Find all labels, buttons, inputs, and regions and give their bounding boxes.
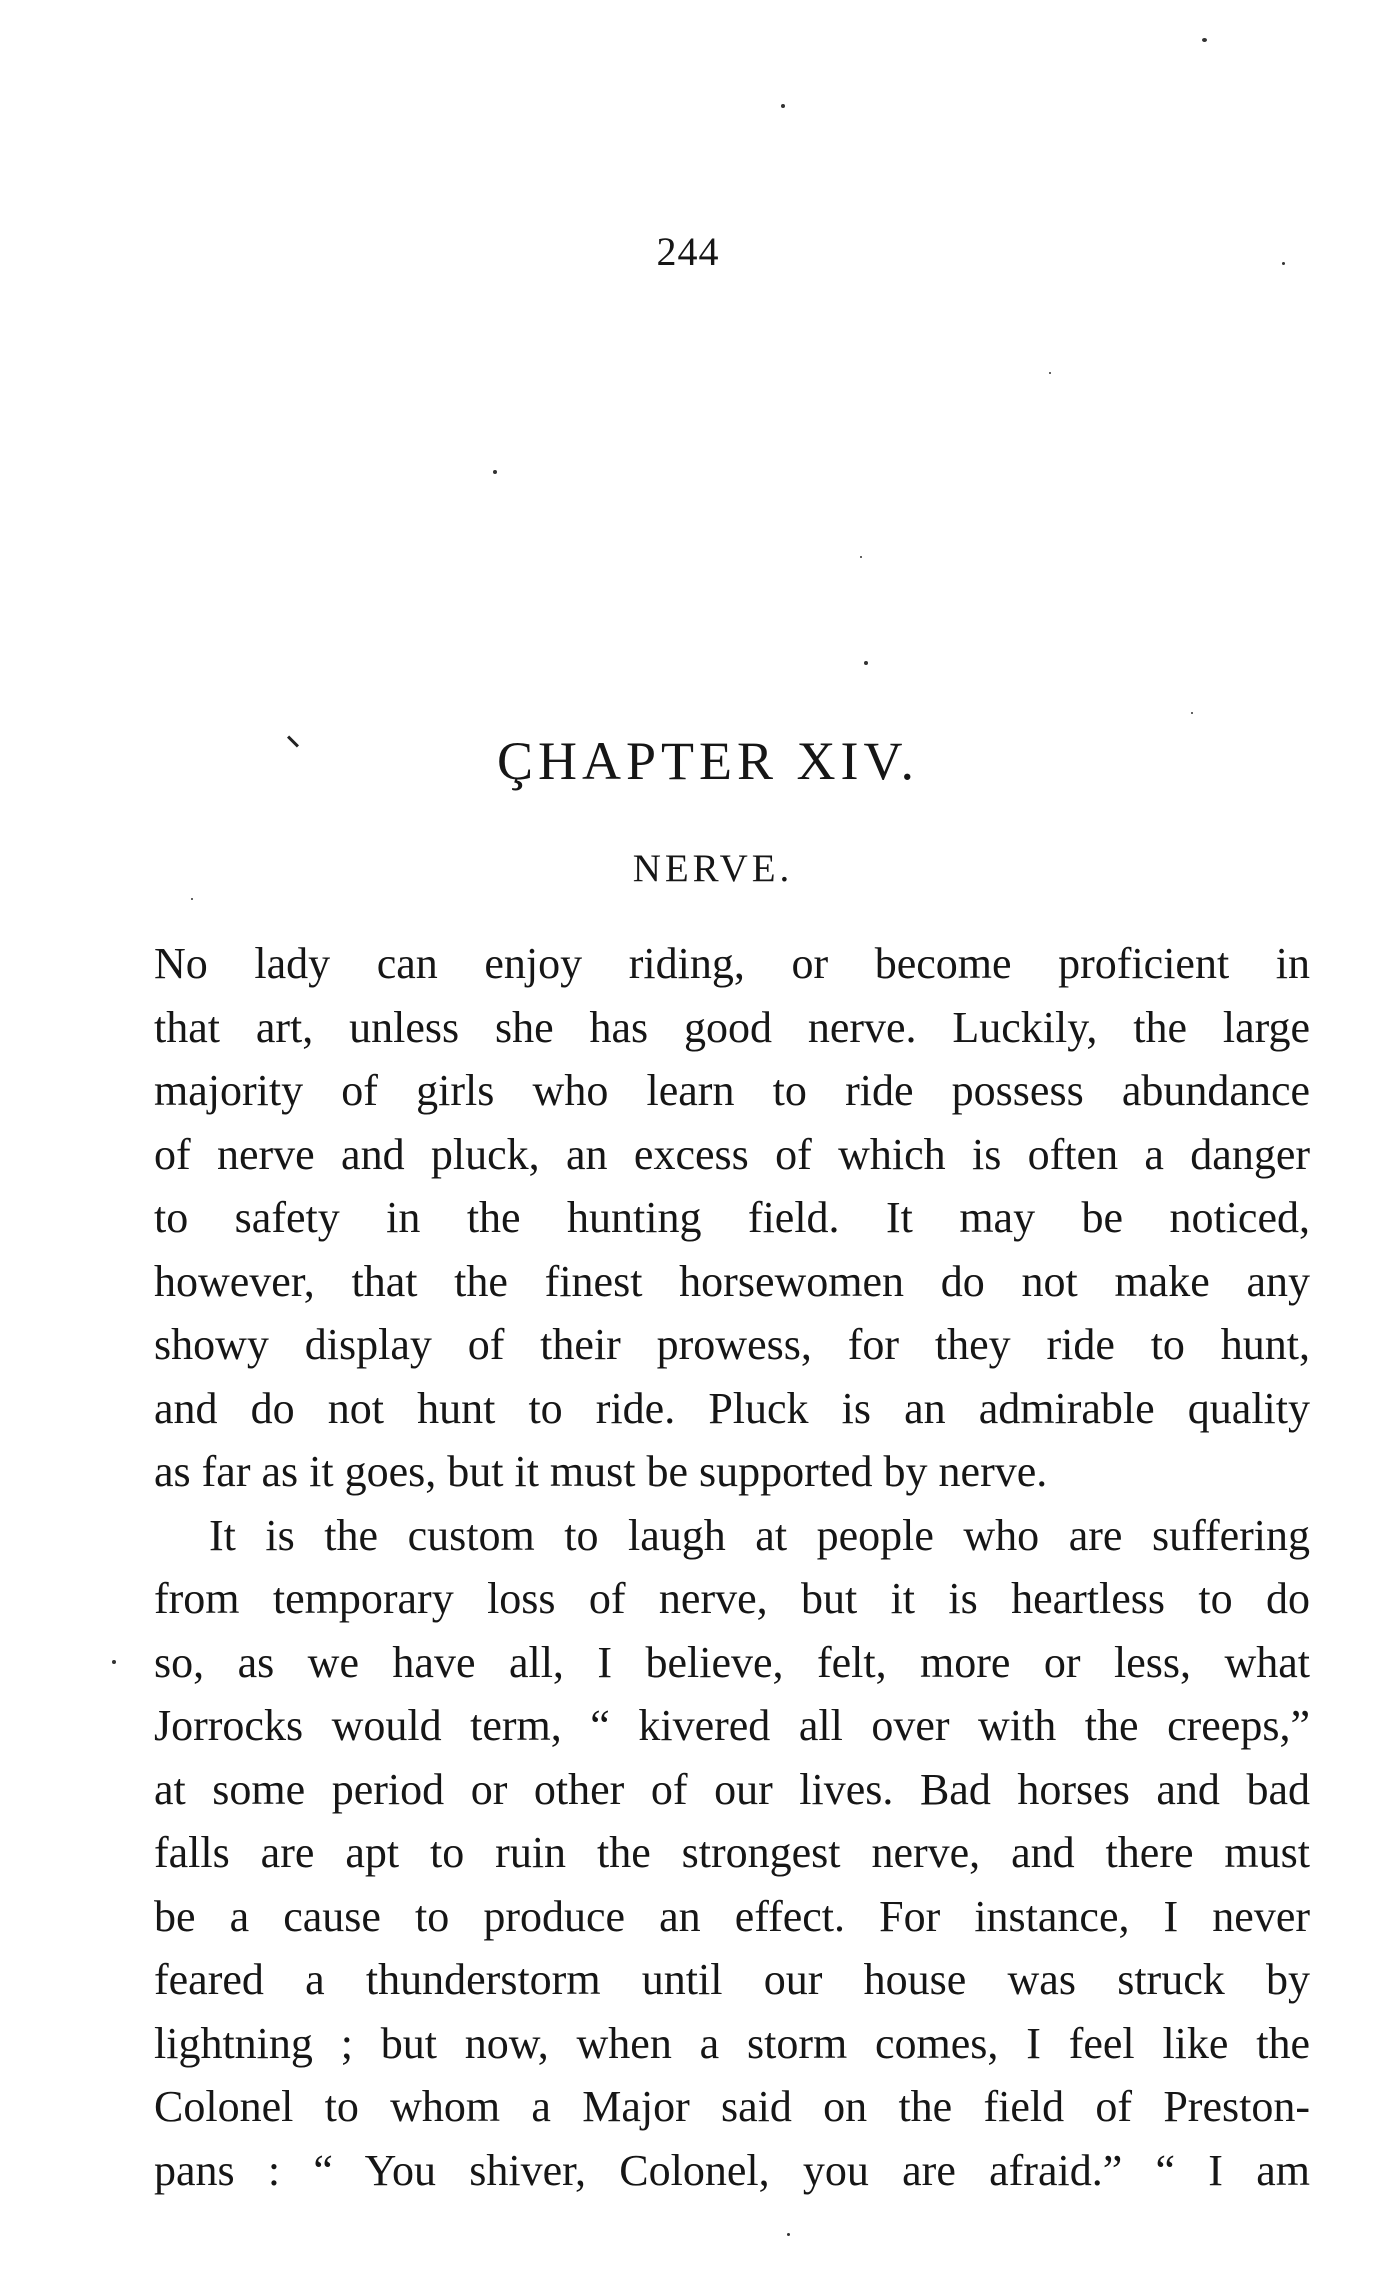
scan-speck <box>191 898 193 900</box>
paragraph-2 <box>154 1504 1310 2203</box>
text-line: as far as it goes, but it must be supported by nerve. <box>154 1447 1048 1496</box>
text-line: No lady can enjoy riding, or become proficient in <box>154 939 1310 988</box>
scan-speck <box>1282 262 1285 265</box>
scan-speck <box>864 661 868 665</box>
text-line: lightning ; but now, when a storm comes, I feel like the <box>154 2018 1310 2068</box>
text-line: be a cause to produce an effect. For instance, I never <box>154 1891 1310 1941</box>
scan-speck <box>112 1660 116 1664</box>
text-line: majority of girls who learn to ride possess abundance <box>154 1066 1310 1115</box>
text-line: however, that the finest horsewomen do not make any <box>154 1256 1310 1306</box>
text-line: falls are apt to ruin the strongest nerve, and there must <box>154 1828 1310 1877</box>
scan-speck <box>1191 712 1193 714</box>
text-line: so, as we have all, I believe, felt, more or less, what <box>154 1637 1310 1687</box>
text-line: showy display of their prowess, for they ride to hunt, <box>154 1320 1310 1369</box>
chapter-title: ÇHAPTER XIV. <box>496 731 920 791</box>
text-line: feared a thunderstorm until our house was struck by <box>154 1955 1310 2004</box>
page-number: 244 <box>656 229 720 274</box>
paragraph-1 <box>154 932 1310 1504</box>
text-line: pans : “ You shiver, Colonel, you are afraid.” “ I am <box>154 2145 1310 2195</box>
scan-speck <box>781 104 785 108</box>
text-line: Jorrocks would term, “ kivered all over with the creeps,” <box>154 1701 1310 1750</box>
scan-speck <box>1049 372 1051 374</box>
scan-speck <box>860 556 862 558</box>
scan-speck <box>1202 38 1207 42</box>
text-line: that art, unless she has good nerve. Luckily, the large <box>154 1002 1310 1052</box>
text-line: of nerve and pluck, an excess of which is often a danger <box>154 1129 1310 1179</box>
body-text <box>154 932 1310 2202</box>
text-line: from temporary loss of nerve, but it is heartless to do <box>154 1574 1310 1623</box>
text-line: to safety in the hunting field. It may be noticed, <box>154 1193 1310 1242</box>
text-line: and do not hunt to ride. Pluck is an admirable quality <box>154 1383 1310 1433</box>
scan-speck <box>493 470 497 474</box>
text-line: It is the custom to laugh at people who are suffering <box>209 1510 1310 1560</box>
text-line: at some period or other of our lives. Bad horses and bad <box>154 1764 1310 1814</box>
scan-speck <box>787 2233 790 2236</box>
chapter-subtitle: NERVE. <box>632 847 794 890</box>
text-line: Colonel to whom a Major said on the field of Preston- <box>154 2082 1310 2131</box>
